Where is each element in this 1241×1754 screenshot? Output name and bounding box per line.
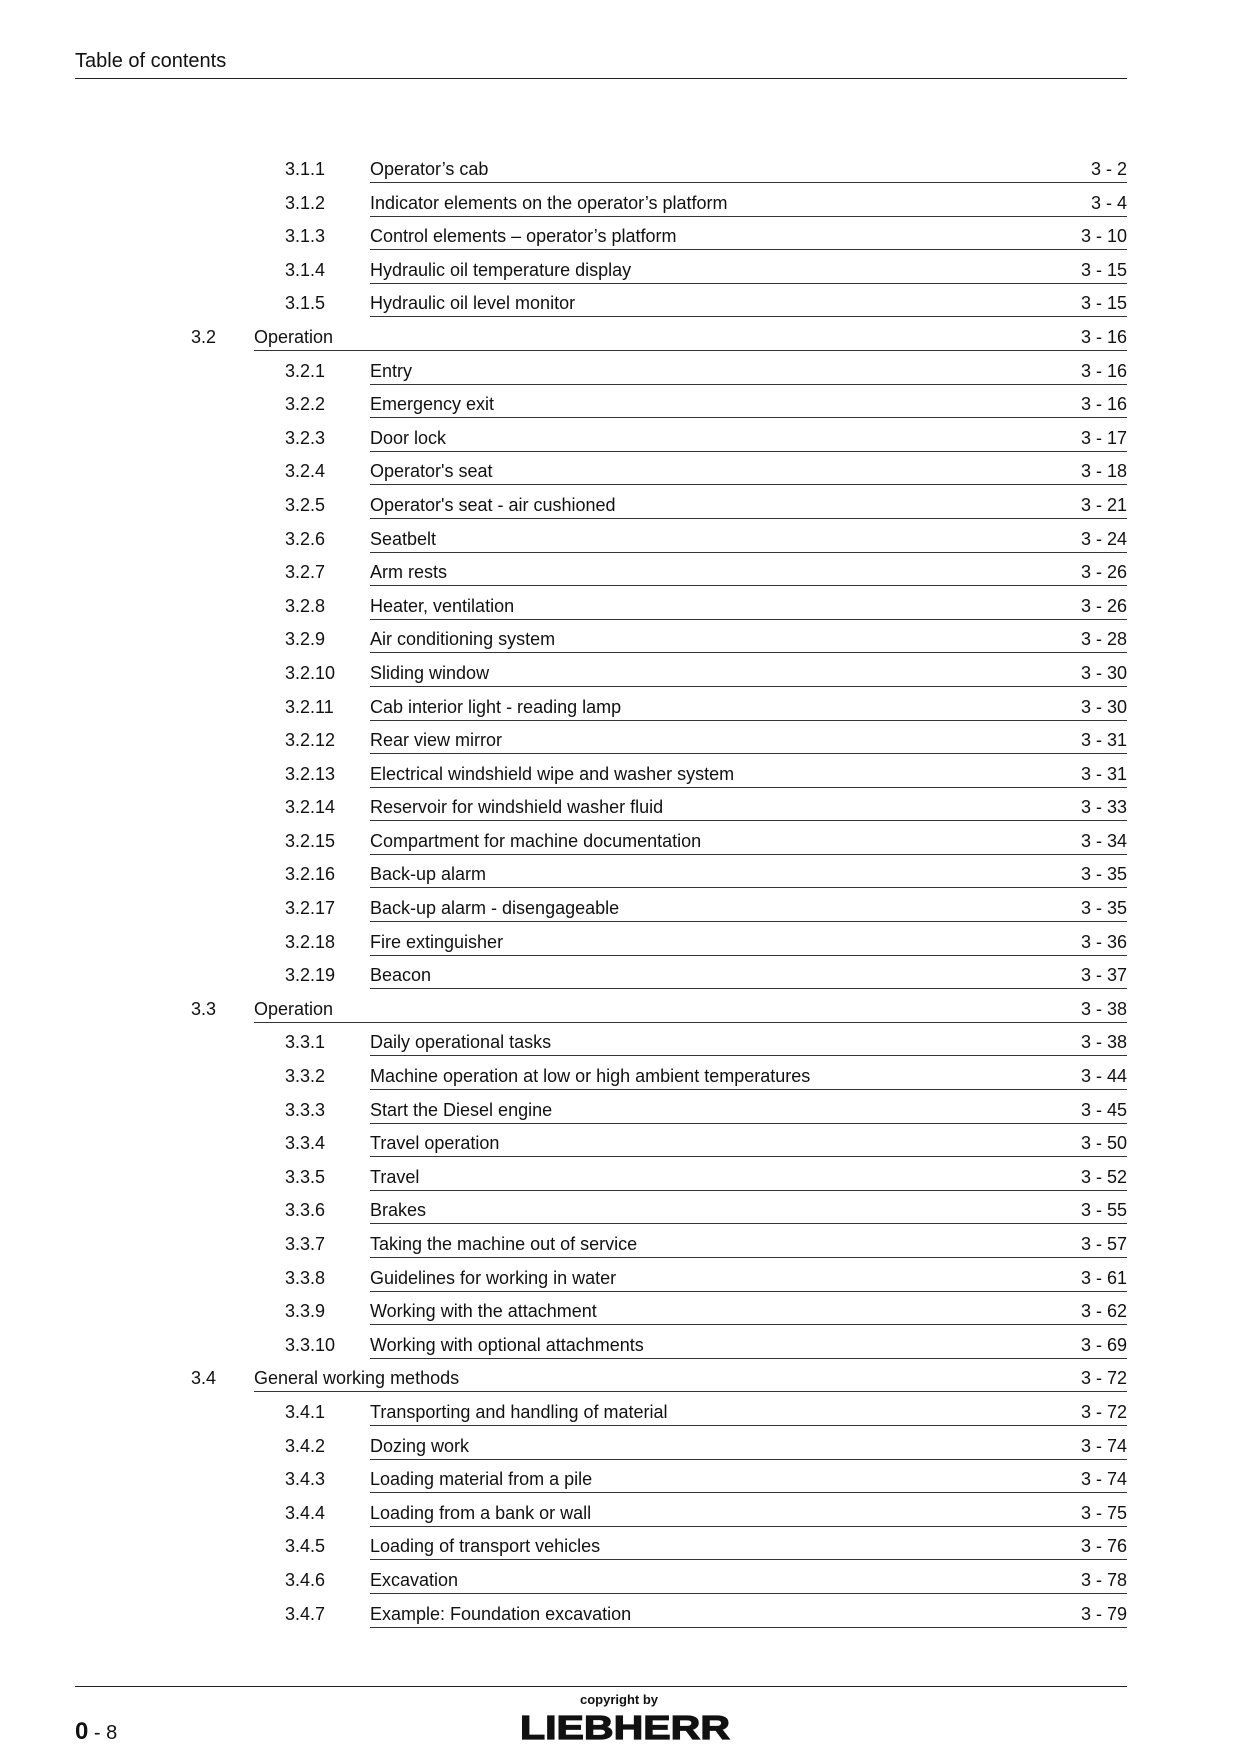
toc-subsection-row[interactable] xyxy=(0,1062,1241,1096)
toc-entry-underline xyxy=(370,1055,1127,1056)
toc-entry-number: 3.2.4 xyxy=(285,461,326,482)
toc-entry-title: Operator's seat xyxy=(370,461,493,482)
toc-entry-number: 3.1.5 xyxy=(285,293,326,314)
toc-entry-number: 3.2.12 xyxy=(285,730,336,751)
toc-entry-number: 3.2.10 xyxy=(285,662,336,683)
toc-entry-number: 3.4.2 xyxy=(285,1435,326,1456)
toc-entry-title: Transporting and handling of material xyxy=(370,1401,668,1422)
toc-entry-title: Door lock xyxy=(370,427,447,448)
toc-subsection-row[interactable] xyxy=(0,1465,1241,1499)
toc-entry-title: Entry xyxy=(370,360,413,381)
toc-entry-page: 3 - 74 xyxy=(1080,1435,1127,1456)
toc-entry-number: 3.2.5 xyxy=(285,494,326,515)
toc-entry-underline xyxy=(254,1022,1127,1023)
toc-entry-number: 3.4.4 xyxy=(285,1502,326,1523)
toc-entry-underline xyxy=(370,1223,1127,1224)
toc-entry-underline xyxy=(370,1526,1127,1527)
toc-subsection-row[interactable] xyxy=(0,1230,1241,1264)
toc-subsection-row[interactable] xyxy=(0,1432,1241,1466)
toc-subsection-row[interactable] xyxy=(0,592,1241,626)
toc-entry-number: 3.1.1 xyxy=(285,159,326,179)
toc-subsection-row[interactable] xyxy=(0,289,1241,323)
toc-section-row[interactable] xyxy=(0,995,1241,1029)
toc-entry-underline xyxy=(254,1391,1127,1392)
toc-entry-title: Loading from a bank or wall xyxy=(370,1502,592,1523)
toc-entry-page: 3 - 16 xyxy=(1080,394,1127,415)
toc-entry-title: Control elements – operator’s platform xyxy=(370,226,677,247)
toc-entry-title: Indicator elements on the operator’s platform xyxy=(370,192,728,213)
toc-subsection-row[interactable] xyxy=(0,1264,1241,1298)
table-of-contents xyxy=(0,155,1241,1633)
toc-entry-underline xyxy=(370,249,1127,250)
toc-entry-number: 3.4 xyxy=(191,1368,217,1389)
toc-entry-underline xyxy=(370,417,1127,418)
toc-entry-number: 3.2.14 xyxy=(285,797,336,818)
toc-subsection-row[interactable] xyxy=(0,1129,1241,1163)
toc-subsection-row[interactable] xyxy=(0,693,1241,727)
toc-subsection-row[interactable] xyxy=(0,1532,1241,1566)
toc-entry-page: 3 - 35 xyxy=(1080,898,1127,919)
toc-entry-page: 3 - 79 xyxy=(1080,1603,1127,1624)
toc-entry-underline xyxy=(370,1291,1127,1292)
toc-entry-page: 3 - 26 xyxy=(1080,595,1127,616)
toc-entry-page: 3 - 78 xyxy=(1080,1569,1127,1590)
toc-entry-underline xyxy=(370,518,1127,519)
toc-entry-page: 3 - 36 xyxy=(1080,931,1127,952)
toc-entry-underline xyxy=(370,988,1127,989)
header-divider xyxy=(75,78,1127,79)
toc-entry-underline xyxy=(370,921,1127,922)
toc-subsection-row[interactable] xyxy=(0,222,1241,256)
toc-subsection-row[interactable] xyxy=(0,726,1241,760)
toc-entry-title: Operator’s cab xyxy=(370,159,489,179)
toc-entry-number: 3.4.6 xyxy=(285,1569,326,1590)
toc-entry-underline xyxy=(370,1627,1127,1628)
toc-entry-underline xyxy=(370,283,1127,284)
toc-entry-page: 3 - 75 xyxy=(1080,1502,1127,1523)
toc-entry-title: Travel xyxy=(370,1166,420,1187)
toc-entry-number: 3.3.5 xyxy=(285,1166,326,1187)
toc-subsection-row[interactable] xyxy=(0,894,1241,928)
toc-entry-number: 3.2.19 xyxy=(285,965,336,986)
toc-entry-title: Electrical windshield wipe and washer system xyxy=(370,763,735,784)
toc-entry-title: Emergency exit xyxy=(370,394,495,415)
toc-subsection-row[interactable] xyxy=(0,793,1241,827)
toc-subsection-row[interactable] xyxy=(0,860,1241,894)
toc-entry-page: 3 - 57 xyxy=(1080,1234,1127,1254)
liebherr-logo-text: LIEBHERR xyxy=(520,1712,731,1742)
toc-entry-underline xyxy=(370,854,1127,855)
page-number-separator: - xyxy=(88,1722,107,1744)
toc-entry-number: 3.2.11 xyxy=(285,696,334,717)
toc-entry-underline xyxy=(370,787,1127,788)
page-number-chapter: 0 xyxy=(75,1718,89,1745)
liebherr-logo xyxy=(518,1712,733,1742)
toc-entry-page: 3 - 50 xyxy=(1080,1133,1127,1154)
toc-section-row[interactable] xyxy=(0,1364,1241,1398)
toc-entry-title: Guidelines for working in water xyxy=(370,1267,617,1288)
toc-entry-number: 3.3.10 xyxy=(285,1334,336,1355)
toc-entry-page: 3 - 30 xyxy=(1080,662,1127,683)
toc-entry-title: Fire extinguisher xyxy=(370,931,504,952)
toc-subsection-row[interactable] xyxy=(0,1028,1241,1062)
toc-entry-number: 3.2.16 xyxy=(285,864,336,885)
toc-entry-page: 3 - 4 xyxy=(1090,192,1127,213)
toc-entry-underline xyxy=(370,1358,1127,1359)
toc-entry-page: 3 - 55 xyxy=(1080,1200,1127,1221)
toc-entry-title: Hydraulic oil level monitor xyxy=(370,293,576,314)
toc-subsection-row[interactable] xyxy=(0,457,1241,491)
toc-entry-underline xyxy=(370,552,1127,553)
toc-entry-page: 3 - 38 xyxy=(1080,998,1127,1019)
toc-entry-page: 3 - 16 xyxy=(1080,360,1127,381)
toc-entry-title: Loading material from a pile xyxy=(370,1469,593,1490)
toc-entry-title: Excavation xyxy=(370,1569,459,1590)
copyright-notice: copyright by xyxy=(580,1692,659,1707)
toc-subsection-row[interactable] xyxy=(0,827,1241,861)
toc-entry-underline xyxy=(370,1123,1127,1124)
toc-section-row[interactable] xyxy=(0,323,1241,357)
toc-entry-underline xyxy=(370,686,1127,687)
toc-entry-underline xyxy=(370,720,1127,721)
toc-entry-number: 3.3.2 xyxy=(285,1066,326,1087)
toc-entry-page: 3 - 33 xyxy=(1080,797,1127,818)
toc-subsection-row[interactable] xyxy=(0,256,1241,290)
toc-entry-title: Seatbelt xyxy=(370,528,437,549)
toc-entry-title: Machine operation at low or high ambient temperatures xyxy=(370,1066,811,1087)
toc-entry-title: Heater, ventilation xyxy=(370,595,515,616)
toc-entry-underline xyxy=(370,955,1127,956)
toc-entry-underline xyxy=(370,451,1127,452)
toc-entry-page: 3 - 62 xyxy=(1080,1301,1127,1322)
toc-entry-page: 3 - 52 xyxy=(1080,1166,1127,1187)
toc-entry-number: 3.2.6 xyxy=(285,528,326,549)
footer-divider xyxy=(75,1686,1127,1687)
toc-entry-page: 3 - 44 xyxy=(1080,1066,1127,1087)
toc-subsection-row[interactable] xyxy=(0,961,1241,995)
toc-entry-number: 3.2.1 xyxy=(285,360,326,381)
toc-subsection-row[interactable] xyxy=(0,357,1241,391)
toc-entry-title: Beacon xyxy=(370,965,432,986)
toc-entry-underline xyxy=(370,887,1127,888)
toc-entry-number: 3.2.9 xyxy=(285,629,326,650)
toc-entry-page: 3 - 34 xyxy=(1080,830,1127,851)
toc-entry-page: 3 - 17 xyxy=(1080,427,1127,448)
toc-entry-number: 3.3.4 xyxy=(285,1133,326,1154)
toc-subsection-row[interactable] xyxy=(0,625,1241,659)
toc-entry-title: Cab interior light - reading lamp xyxy=(370,696,622,717)
toc-entry-number: 3.2.3 xyxy=(285,427,326,448)
toc-entry-title: Hydraulic oil temperature display xyxy=(370,259,632,280)
toc-entry-number: 3.2.15 xyxy=(285,830,336,851)
toc-entry-title: General working methods xyxy=(254,1368,460,1389)
toc-subsection-row[interactable] xyxy=(0,189,1241,223)
toc-entry-underline xyxy=(370,1089,1127,1090)
toc-entry-page: 3 - 76 xyxy=(1080,1536,1127,1557)
toc-entry-number: 3.3.1 xyxy=(285,1032,326,1053)
page-header-title: Table of contents xyxy=(75,50,227,72)
toc-entry-title: Operation xyxy=(254,998,334,1019)
toc-entry-page: 3 - 24 xyxy=(1080,528,1127,549)
toc-entry-page: 3 - 21 xyxy=(1080,494,1127,515)
toc-entry-page: 3 - 69 xyxy=(1080,1334,1127,1355)
toc-entry-underline xyxy=(370,384,1127,385)
toc-entry-number: 3.2.8 xyxy=(285,595,326,616)
toc-entry-title: Loading of transport vehicles xyxy=(370,1536,601,1557)
toc-entry-number: 3.2 xyxy=(191,326,217,347)
toc-entry-title: Example: Foundation excavation xyxy=(370,1603,632,1624)
toc-subsection-row[interactable] xyxy=(0,760,1241,794)
toc-entry-number: 3.3.3 xyxy=(285,1099,326,1120)
toc-entry-page: 3 - 16 xyxy=(1080,326,1127,347)
toc-entry-page: 3 - 10 xyxy=(1080,226,1127,247)
toc-entry-page: 3 - 35 xyxy=(1080,864,1127,885)
toc-entry-underline xyxy=(370,484,1127,485)
toc-entry-page: 3 - 31 xyxy=(1080,763,1127,784)
toc-entry-page: 3 - 31 xyxy=(1080,730,1127,751)
toc-entry-page: 3 - 38 xyxy=(1080,1032,1127,1053)
toc-entry-underline xyxy=(370,182,1127,183)
toc-entry-page: 3 - 18 xyxy=(1080,461,1127,482)
toc-entry-number: 3.1.2 xyxy=(285,192,326,213)
toc-entry-page: 3 - 74 xyxy=(1080,1469,1127,1490)
toc-entry-page: 3 - 26 xyxy=(1080,562,1127,583)
toc-entry-underline xyxy=(370,1593,1127,1594)
toc-entry-title: Sliding window xyxy=(370,662,490,683)
toc-entry-title: Air conditioning system xyxy=(370,629,556,650)
toc-subsection-row[interactable] xyxy=(0,1297,1241,1331)
toc-entry-underline xyxy=(370,753,1127,754)
toc-subsection-row[interactable] xyxy=(0,928,1241,962)
toc-entry-number: 3.1.4 xyxy=(285,259,326,280)
toc-entry-underline xyxy=(370,1425,1127,1426)
toc-entry-number: 3.3.6 xyxy=(285,1200,326,1221)
toc-entry-title: Travel operation xyxy=(370,1133,500,1154)
toc-entry-underline xyxy=(370,619,1127,620)
toc-entry-underline xyxy=(254,350,1127,351)
toc-subsection-row[interactable] xyxy=(0,155,1241,189)
toc-entry-title: Operator's seat - air cushioned xyxy=(370,494,616,515)
toc-entry-page: 3 - 15 xyxy=(1080,259,1127,280)
toc-entry-number: 3.2.2 xyxy=(285,394,326,415)
toc-entry-title: Compartment for machine documentation xyxy=(370,830,702,851)
toc-subsection-row[interactable] xyxy=(0,1398,1241,1432)
toc-entry-title: Arm rests xyxy=(370,562,448,583)
toc-entry-page: 3 - 61 xyxy=(1080,1267,1127,1288)
toc-entry-title: Taking the machine out of service xyxy=(370,1234,638,1254)
toc-entry-number: 3.2.7 xyxy=(285,562,326,583)
toc-subsection-row[interactable] xyxy=(0,390,1241,424)
toc-entry-underline xyxy=(370,1324,1127,1325)
toc-entry-title: Operation xyxy=(254,326,334,347)
toc-entry-page: 3 - 72 xyxy=(1080,1401,1127,1422)
toc-entry-title: Dozing work xyxy=(370,1435,470,1456)
toc-entry-underline xyxy=(370,1156,1127,1157)
page-number xyxy=(75,1718,117,1746)
toc-entry-title: Working with optional attachments xyxy=(370,1334,644,1355)
toc-entry-title: Rear view mirror xyxy=(370,730,503,751)
toc-subsection-row[interactable] xyxy=(0,1499,1241,1533)
toc-subsection-row[interactable] xyxy=(0,1331,1241,1365)
toc-entry-underline xyxy=(370,1190,1127,1191)
toc-entry-number: 3.2.18 xyxy=(285,931,336,952)
toc-entry-title: Working with the attachment xyxy=(370,1301,597,1322)
toc-subsection-row[interactable] xyxy=(0,1163,1241,1197)
toc-entry-number: 3.4.5 xyxy=(285,1536,326,1557)
toc-entry-number: 3.4.3 xyxy=(285,1469,326,1490)
toc-entry-title: Reservoir for windshield washer fluid xyxy=(370,797,664,818)
toc-entry-underline xyxy=(370,1459,1127,1460)
toc-entry-underline xyxy=(370,820,1127,821)
toc-subsection-row[interactable] xyxy=(0,525,1241,559)
toc-subsection-row[interactable] xyxy=(0,558,1241,592)
toc-entry-page: 3 - 28 xyxy=(1080,629,1127,650)
toc-entry-number: 3.4.1 xyxy=(285,1401,326,1422)
toc-entry-title: Daily operational tasks xyxy=(370,1032,552,1053)
toc-entry-number: 3.2.17 xyxy=(285,898,336,919)
toc-entry-title: Back-up alarm xyxy=(370,864,487,885)
toc-entry-page: 3 - 15 xyxy=(1080,293,1127,314)
toc-entry-number: 3.3.9 xyxy=(285,1301,326,1322)
toc-subsection-row[interactable] xyxy=(0,1196,1241,1230)
toc-entry-number: 3.2.13 xyxy=(285,763,336,784)
toc-entry-underline xyxy=(370,1559,1127,1560)
toc-subsection-row[interactable] xyxy=(0,424,1241,458)
toc-entry-number: 3.3.8 xyxy=(285,1267,326,1288)
toc-entry-page: 3 - 30 xyxy=(1080,696,1127,717)
toc-subsection-row[interactable] xyxy=(0,659,1241,693)
toc-entry-number: 3.4.7 xyxy=(285,1603,326,1624)
toc-entry-number: 3.3.7 xyxy=(285,1234,326,1254)
toc-entry-page: 3 - 37 xyxy=(1080,965,1127,986)
page-number-page: 8 xyxy=(106,1722,118,1744)
toc-entry-title: Brakes xyxy=(370,1200,427,1221)
toc-subsection-row[interactable] xyxy=(0,491,1241,525)
toc-subsection-row[interactable] xyxy=(0,1566,1241,1600)
toc-entry-page: 3 - 2 xyxy=(1090,159,1127,179)
toc-entry-number: 3.1.3 xyxy=(285,226,326,247)
toc-subsection-row[interactable] xyxy=(0,1096,1241,1130)
toc-entry-title: Back-up alarm - disengageable xyxy=(370,898,620,919)
toc-subsection-row[interactable] xyxy=(0,1600,1241,1634)
toc-entry-underline xyxy=(370,216,1127,217)
toc-entry-underline xyxy=(370,1492,1127,1493)
toc-entry-page: 3 - 45 xyxy=(1080,1099,1127,1120)
toc-entry-title: Start the Diesel engine xyxy=(370,1099,553,1120)
toc-entry-underline xyxy=(370,1257,1127,1258)
toc-entry-page: 3 - 72 xyxy=(1080,1368,1127,1389)
toc-entry-underline xyxy=(370,316,1127,317)
toc-entry-underline xyxy=(370,585,1127,586)
toc-entry-number: 3.3 xyxy=(191,998,217,1019)
toc-entry-underline xyxy=(370,652,1127,653)
